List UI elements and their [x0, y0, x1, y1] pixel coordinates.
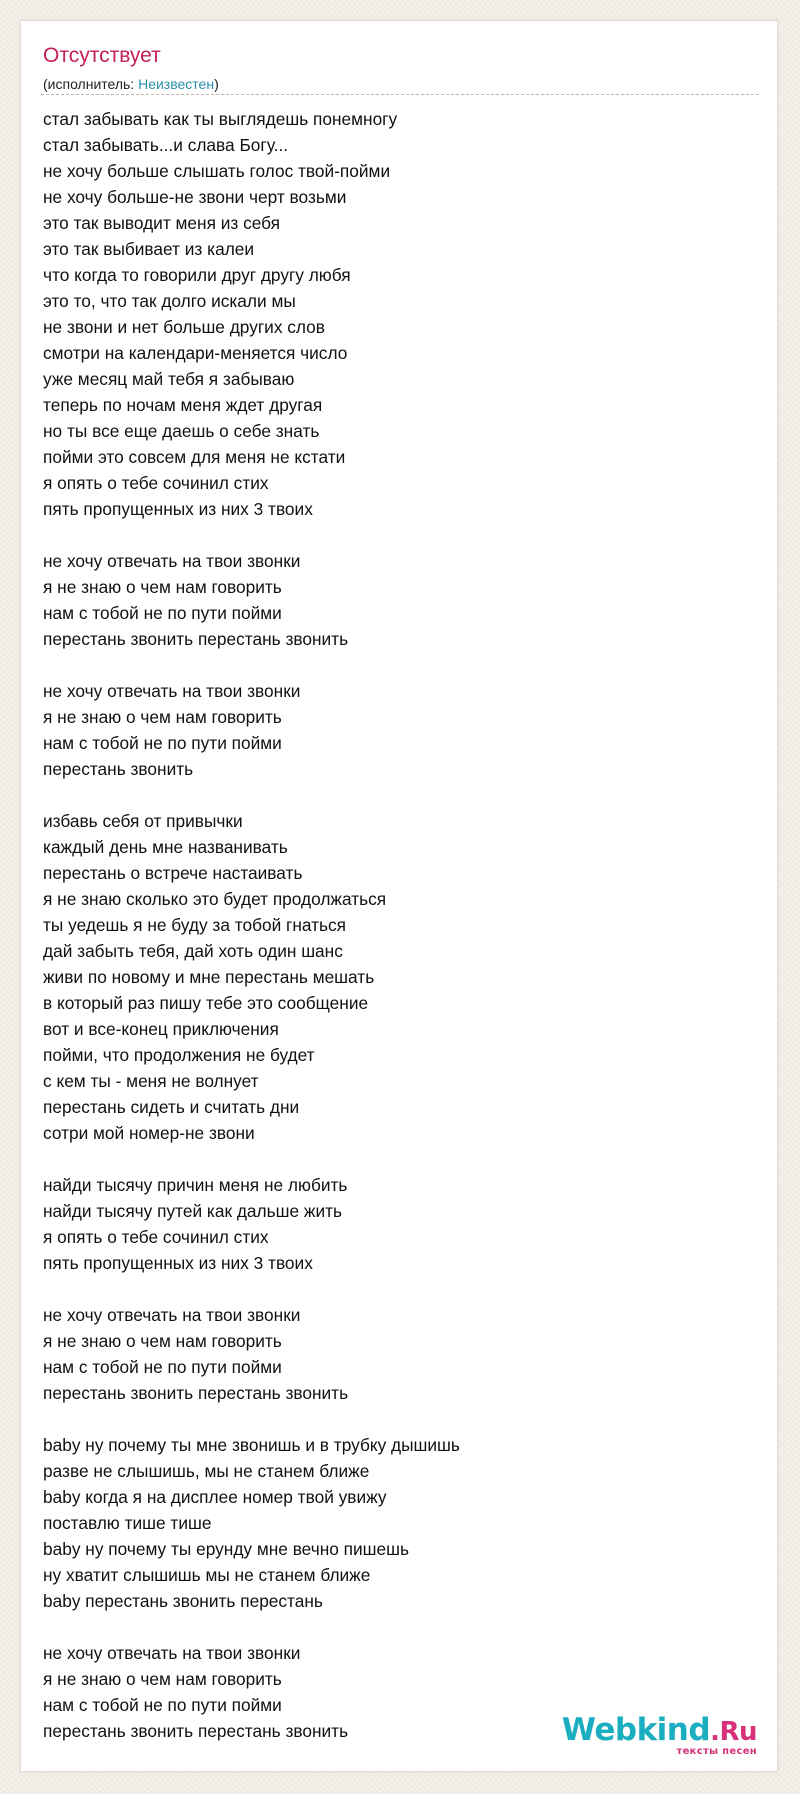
lyric-line: пойми, что продолжения не будет [43, 1045, 315, 1065]
lyric-line: это так выводит меня из себя [43, 213, 281, 233]
lyric-line: я не знаю о чем нам говорить [43, 1331, 282, 1351]
lyric-line: с кем ты - меня не волнует [43, 1071, 259, 1091]
lyric-line: пять пропущенных из них 3 твоих [43, 1253, 313, 1273]
lyric-line: ну хватит слышишь мы не станем ближе [43, 1565, 371, 1585]
lyric-line: я опять о тебе сочинил стих [43, 473, 269, 493]
song-title: Отсутствует [43, 44, 161, 67]
lyric-line: я не знаю о чем нам говорить [43, 577, 282, 597]
lyric-line: вот и все-конец приключения [43, 1019, 279, 1039]
lyrics-body [43, 106, 743, 1744]
lyric-line: перестань звонить перестань звонить [43, 629, 349, 649]
lyrics-stanza [43, 1302, 743, 1406]
lyric-line: не хочу больше слышать голос твой-пойми [43, 161, 391, 181]
lyrics-stanza [43, 548, 743, 652]
lyric-line: я не знаю о чем нам говорить [43, 1669, 282, 1689]
lyric-line: поставлю тише тише [43, 1513, 212, 1533]
lyric-line: ты уедешь я не буду за тобой гнаться [43, 915, 347, 935]
lyric-line: пять пропущенных из них 3 твоих [43, 499, 313, 519]
lyric-line: не звони и нет больше других слов [43, 317, 325, 337]
lyric-line: что когда то говорили друг другу любя [43, 265, 351, 285]
lyric-line: перестань сидеть и считать дни [43, 1097, 300, 1117]
logo-tagline: тексты песен [676, 1746, 757, 1757]
lyric-line: разве не слышишь, мы не станем ближе [43, 1461, 370, 1481]
lyrics-stanza [43, 808, 743, 1146]
lyrics-stanza [43, 106, 743, 522]
lyric-line: baby когда я на дисплее номер твой увижу [43, 1487, 387, 1507]
lyric-line: я не знаю сколько это будет продолжаться [43, 889, 387, 909]
lyric-line: не хочу отвечать на твои звонки [43, 1643, 301, 1663]
lyric-line: уже месяц май тебя я забываю [43, 369, 295, 389]
lyric-line: baby ну почему ты ерунду мне вечно пишешь [43, 1539, 410, 1559]
lyric-line: не хочу отвечать на твои звонки [43, 681, 301, 701]
lyric-line: живи по новому и мне перестань мешать [43, 967, 375, 987]
header-divider [41, 94, 759, 95]
artist-line [43, 75, 219, 93]
artist-prefix: (исполнитель: [43, 76, 139, 92]
lyric-line: избавь себя от привычки [43, 811, 243, 831]
lyric-line: я не знаю о чем нам говорить [43, 707, 282, 727]
lyric-line: перестань о встрече настаивать [43, 863, 303, 883]
site-logo[interactable] [562, 1713, 757, 1757]
lyric-line: это так выбивает из калеи [43, 239, 255, 259]
lyric-line: каждый день мне названивать [43, 837, 288, 857]
lyric-line: найди тысячу путей как дальше жить [43, 1201, 343, 1221]
lyric-line: но ты все еще даешь о себе знать [43, 421, 320, 441]
lyric-line: нам с тобой не по пути пойми [43, 603, 282, 623]
lyric-line: теперь по ночам меня ждет другая [43, 395, 323, 415]
lyric-line: нам с тобой не по пути пойми [43, 733, 282, 753]
lyric-line: baby ну почему ты мне звонишь и в трубку дышишь [43, 1435, 460, 1455]
lyric-line: стал забывать...и слава Богу... [43, 135, 289, 155]
logo-word: Webkind [561, 1712, 711, 1748]
lyric-line: не хочу больше-не звони черт возьми [43, 187, 347, 207]
lyric-line: в который раз пишу тебе это сообщение [43, 993, 369, 1013]
lyric-line: перестань звонить перестань звонить [43, 1721, 349, 1741]
lyric-line: найди тысячу причин меня не любить [43, 1175, 348, 1195]
lyrics-stanza [43, 1432, 743, 1614]
lyric-line: стал забывать как ты выглядешь понемногу [43, 109, 398, 129]
lyric-line: перестань звонить перестань звонить [43, 1383, 349, 1403]
lyric-line: не хочу отвечать на твои звонки [43, 1305, 301, 1325]
logo-wordmark [562, 1713, 757, 1749]
lyrics-stanza [43, 1172, 743, 1276]
lyric-line: дай забыть тебя, дай хоть один шанс [43, 941, 343, 961]
lyric-line: это то, что так долго искали мы [43, 291, 296, 311]
lyric-line: пойми это совсем для меня не кстати [43, 447, 346, 467]
lyric-line: baby перестань звонить перестань [43, 1591, 323, 1611]
artist-suffix: ) [214, 76, 219, 92]
artist-link[interactable]: Неизвестен [138, 76, 215, 92]
lyric-line: я опять о тебе сочинил стих [43, 1227, 269, 1247]
lyric-line: смотри на календари-меняется число [43, 343, 348, 363]
lyric-line: нам с тобой не по пути пойми [43, 1695, 282, 1715]
logo-tld: .Ru [710, 1717, 757, 1747]
lyric-line: нам с тобой не по пути пойми [43, 1357, 282, 1377]
lyrics-card [20, 20, 778, 1772]
lyric-line: не хочу отвечать на твои звонки [43, 551, 301, 571]
lyric-line: перестань звонить [43, 759, 194, 779]
lyric-line: сотри мой номер-не звони [43, 1123, 255, 1143]
lyrics-stanza [43, 678, 743, 782]
